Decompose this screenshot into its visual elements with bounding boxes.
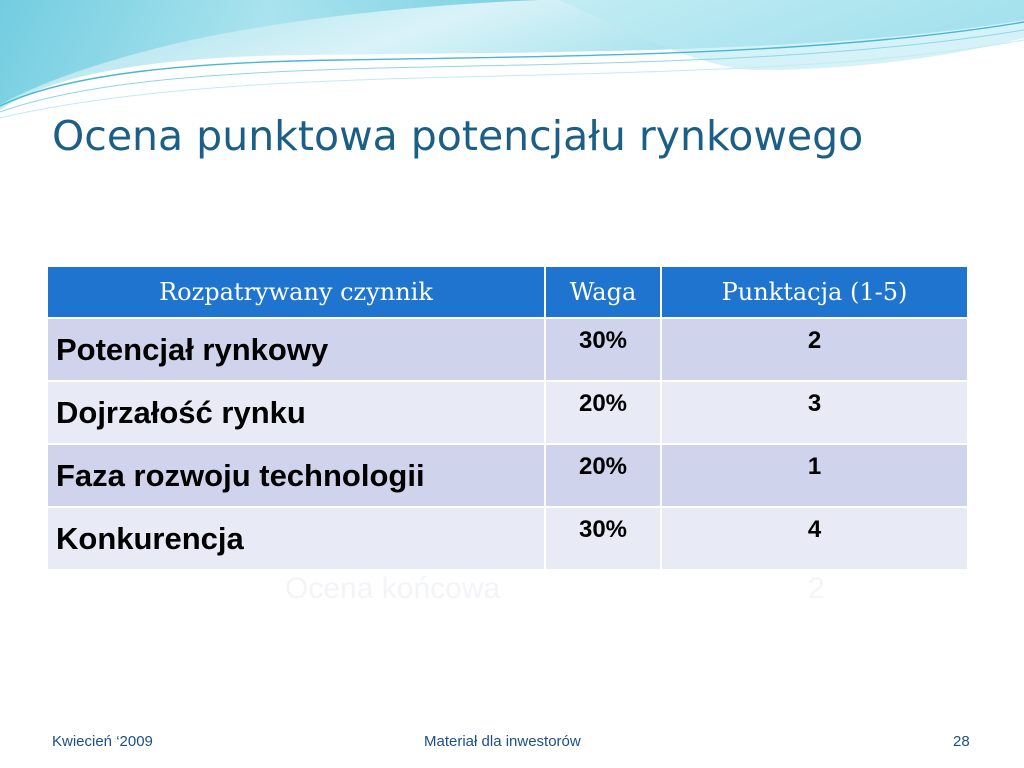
score-cell: 1 [661, 444, 968, 507]
header-score: Punktacja (1-5) [661, 266, 968, 318]
final-score-label: Ocena końcowa [285, 572, 501, 605]
score-table [46, 265, 969, 571]
table-row [47, 318, 968, 381]
slide-title: Ocena punktowa potencjału rynkowego [52, 112, 864, 160]
table-row [47, 381, 968, 444]
factor-cell: Faza rozwoju technologii [47, 444, 545, 507]
score-cell: 2 [661, 318, 968, 381]
weight-cell: 20% [545, 381, 661, 444]
score-cell: 3 [661, 381, 968, 444]
weight-cell: 30% [545, 318, 661, 381]
footer-presentation-name: Materiał dla inwestorów [424, 733, 581, 750]
table-header-row [47, 266, 968, 318]
factor-cell: Konkurencja [47, 507, 545, 570]
footer-page-number: 28 [953, 733, 970, 750]
final-score-value: 2 [808, 572, 825, 605]
factor-cell: Dojrzałość rynku [47, 381, 545, 444]
score-cell: 4 [661, 507, 968, 570]
header-weight: Waga [545, 266, 661, 318]
header-wave-decoration [0, 0, 1024, 130]
table-row [47, 444, 968, 507]
weight-cell: 20% [545, 444, 661, 507]
header-factor: Rozpatrywany czynnik [47, 266, 545, 318]
table-row [47, 507, 968, 570]
weight-cell: 30% [545, 507, 661, 570]
footer-date: Kwiecień ‘2009 [52, 733, 153, 750]
factor-cell: Potencjał rynkowy [47, 318, 545, 381]
